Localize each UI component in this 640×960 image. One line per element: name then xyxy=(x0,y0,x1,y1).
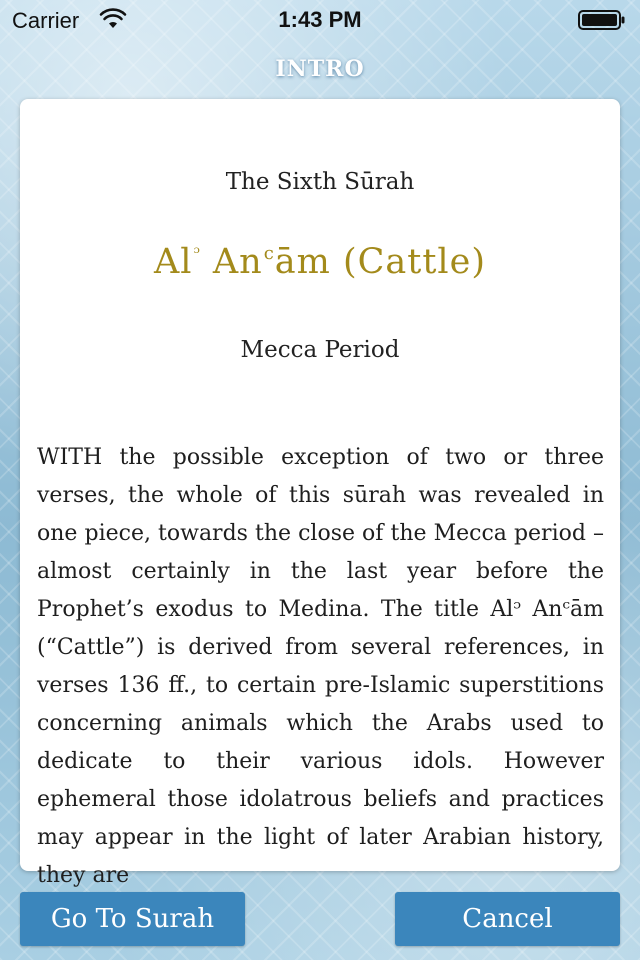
surah-name-ain: c xyxy=(263,243,275,264)
surah-name-hamza: ᵓ xyxy=(193,243,201,264)
cancel-button[interactable]: Cancel xyxy=(395,892,620,946)
period-label: Mecca Period xyxy=(240,337,400,363)
battery-icon xyxy=(578,10,626,30)
surah-number: The Sixth Sūrah xyxy=(225,169,415,195)
status-bar xyxy=(0,0,640,40)
surah-name-an: An xyxy=(212,242,263,282)
carrier-label: Carrier xyxy=(12,8,80,33)
status-time: 1:43 PM xyxy=(278,7,362,32)
surah-name-rest: ām (Cattle) xyxy=(274,242,486,282)
go-to-surah-button[interactable]: Go To Surah xyxy=(20,892,245,946)
surah-name xyxy=(20,242,620,282)
intro-body-text: WITH the possible exception of two or three verses, the whole of this sūrah was revealed in one piece, towards the close of the Mecca period – almost certainly in the last year before the Prophet’s exodus to Medina. The title Alᵓ Anᶜām (“Cattle”) is derived from several references, in verses 136 ff., to certain pre-Islamic superstitions concerning animals which the Arabs used to dedicate to their various idols. However ephemeral those idolatrous beliefs and practices may appear in the light of later Arabian history, they are xyxy=(37,445,604,888)
surah-name-al: Al xyxy=(154,242,193,282)
page-title: INTRO xyxy=(275,56,365,82)
intro-card[interactable] xyxy=(20,99,620,888)
